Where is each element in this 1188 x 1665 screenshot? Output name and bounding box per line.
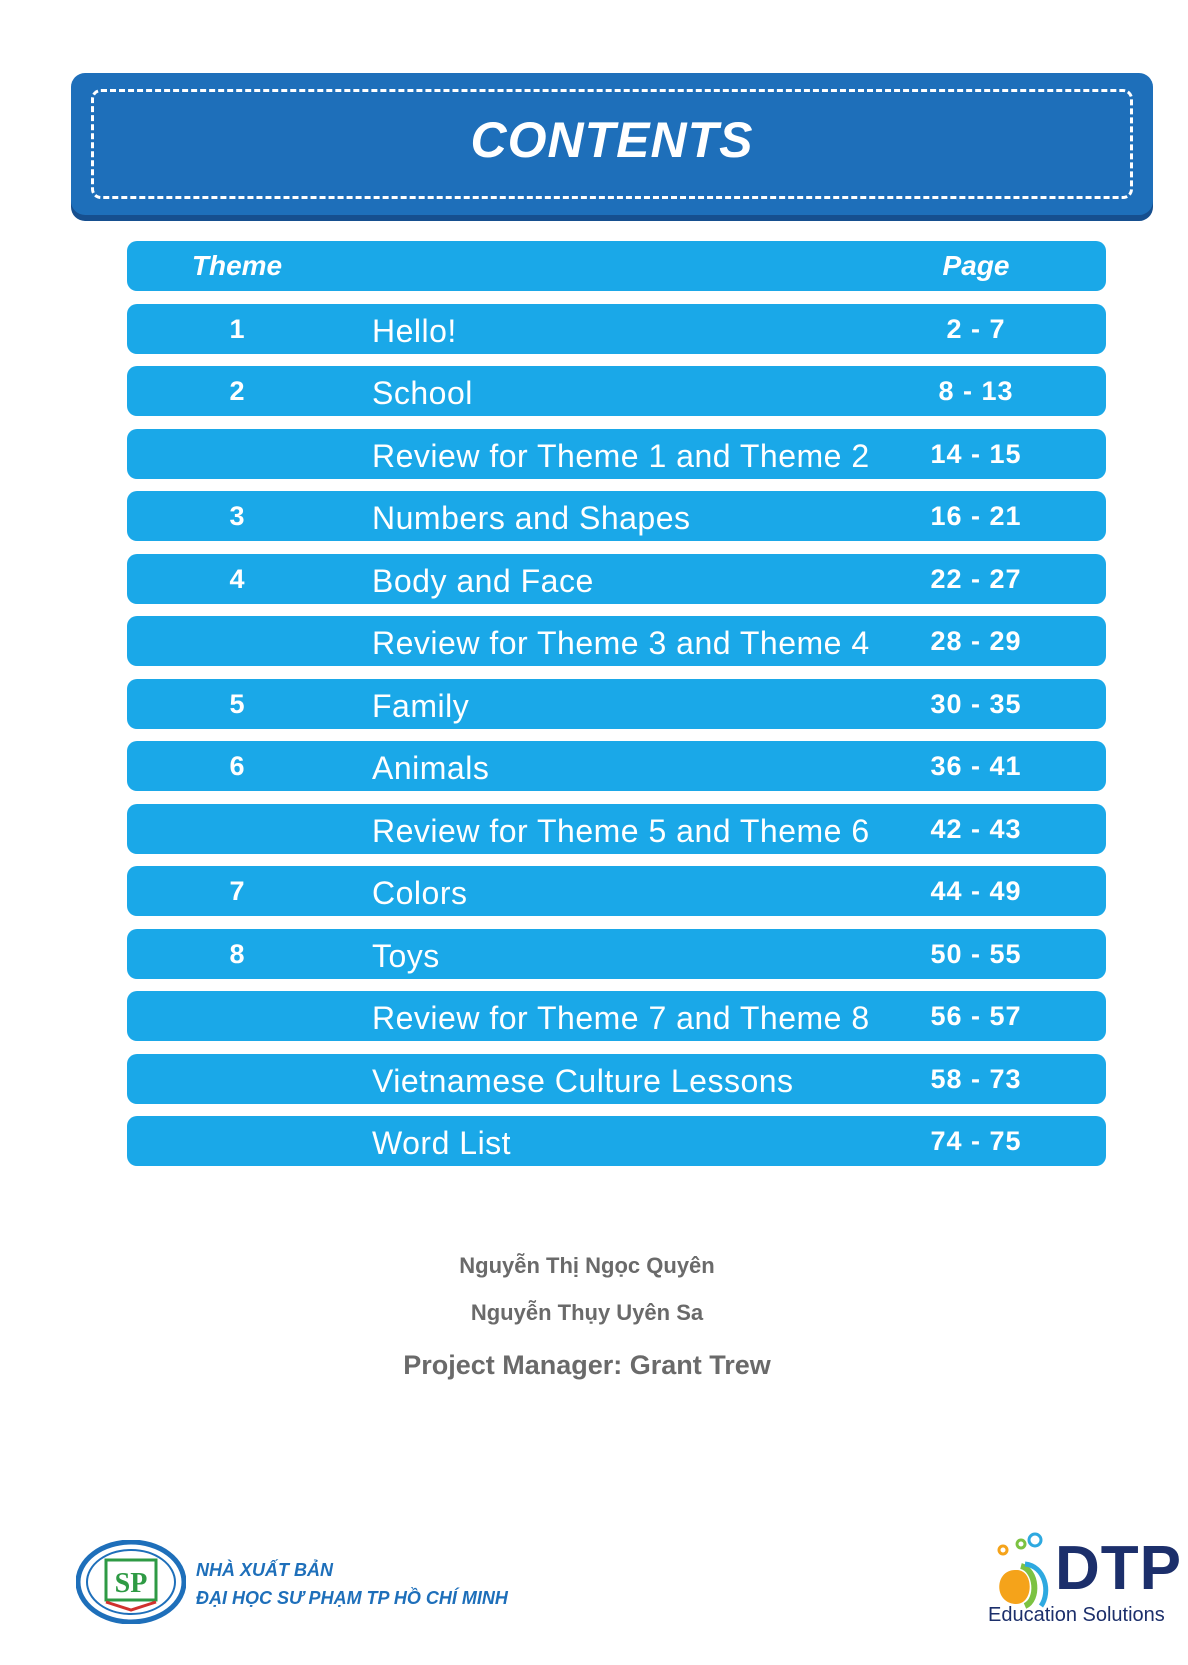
theme-title: Review for Theme 5 and Theme 6 xyxy=(372,812,870,849)
theme-number xyxy=(127,429,347,479)
page-range: 56 - 57 xyxy=(930,1001,1022,1031)
header-page: Page xyxy=(942,250,1010,281)
page-range: 50 - 55 xyxy=(930,938,1022,969)
toc-row[interactable] xyxy=(127,804,1106,854)
author-credit: Nguyễn Thị Ngọc Quyên xyxy=(459,1253,715,1278)
publisher-name xyxy=(196,1556,508,1612)
page-range: 16 - 21 xyxy=(930,501,1022,531)
theme-title: Colors xyxy=(372,875,468,911)
contents-banner xyxy=(71,73,1153,215)
project-manager-credit: Project Manager: Grant Trew xyxy=(403,1350,771,1380)
theme-title: Review for Theme 1 and Theme 2 xyxy=(372,437,870,474)
toc-header-row xyxy=(127,241,1106,291)
publisher-line1: NHÀ XUẤT BẢN xyxy=(196,1560,333,1580)
theme-number: 3 xyxy=(229,501,245,531)
page-range: 36 - 41 xyxy=(930,751,1022,781)
toc-row[interactable] xyxy=(127,929,1106,979)
page-range: 2 - 7 xyxy=(946,313,1006,344)
theme-title: Review for Theme 3 and Theme 4 xyxy=(372,625,870,661)
brand-name: DTP xyxy=(1055,1534,1182,1603)
toc-row[interactable] xyxy=(127,866,1106,916)
page-range: 44 - 49 xyxy=(930,876,1022,906)
theme-number: 5 xyxy=(229,688,245,719)
theme-number xyxy=(127,1054,347,1104)
theme-number: 1 xyxy=(229,313,245,344)
page-range: 58 - 73 xyxy=(930,1063,1022,1094)
page-range: 30 - 35 xyxy=(930,688,1022,719)
page-range: 74 - 75 xyxy=(930,1126,1022,1156)
theme-title: School xyxy=(372,375,473,411)
theme-number: 8 xyxy=(229,938,245,969)
page-range: 14 - 15 xyxy=(930,438,1022,469)
toc-row[interactable] xyxy=(127,304,1106,354)
toc-row[interactable] xyxy=(127,554,1106,604)
theme-title: Numbers and Shapes xyxy=(372,500,691,536)
header-theme: Theme xyxy=(191,250,283,281)
theme-title: Vietnamese Culture Lessons xyxy=(372,1062,794,1099)
toc-row[interactable] xyxy=(127,1116,1106,1166)
page-title: CONTENTS xyxy=(470,112,754,168)
page-range: 22 - 27 xyxy=(930,563,1022,594)
toc-row[interactable] xyxy=(127,991,1106,1041)
brand-tagline: Education Solutions xyxy=(988,1604,1165,1626)
publisher-logo-text: SP xyxy=(114,1568,148,1599)
toc-row[interactable] xyxy=(127,679,1106,729)
theme-title: Animals xyxy=(372,750,490,786)
theme-number: 7 xyxy=(229,876,245,906)
publisher-line2: ĐẠI HỌC SƯ PHẠM TP HỒ CHÍ MINH xyxy=(196,1588,508,1608)
toc-row[interactable] xyxy=(127,616,1106,666)
theme-number: 4 xyxy=(229,563,245,594)
theme-number: 2 xyxy=(229,376,245,406)
theme-title: Body and Face xyxy=(372,562,594,599)
toc-row[interactable] xyxy=(127,366,1106,416)
theme-number xyxy=(127,1116,347,1166)
theme-title: Hello! xyxy=(372,312,457,349)
toc-row[interactable] xyxy=(127,1054,1106,1104)
theme-title: Family xyxy=(372,687,470,724)
toc-row[interactable] xyxy=(127,741,1106,791)
theme-number xyxy=(127,991,347,1041)
theme-title: Word List xyxy=(372,1125,512,1161)
theme-number xyxy=(127,616,347,666)
theme-number xyxy=(127,804,347,854)
page-range: 42 - 43 xyxy=(930,813,1022,844)
page-range: 8 - 13 xyxy=(938,376,1014,406)
toc-row[interactable] xyxy=(127,429,1106,479)
theme-number: 6 xyxy=(229,751,245,781)
author-credit: Nguyễn Thụy Uyên Sa xyxy=(470,1300,704,1325)
toc-row[interactable] xyxy=(127,491,1106,541)
theme-title: Review for Theme 7 and Theme 8 xyxy=(372,1000,870,1036)
page-range: 28 - 29 xyxy=(930,626,1022,656)
theme-title: Toys xyxy=(372,937,440,974)
publisher-logo-icon xyxy=(76,1540,186,1624)
dtp-logo-icon xyxy=(985,1530,1055,1610)
